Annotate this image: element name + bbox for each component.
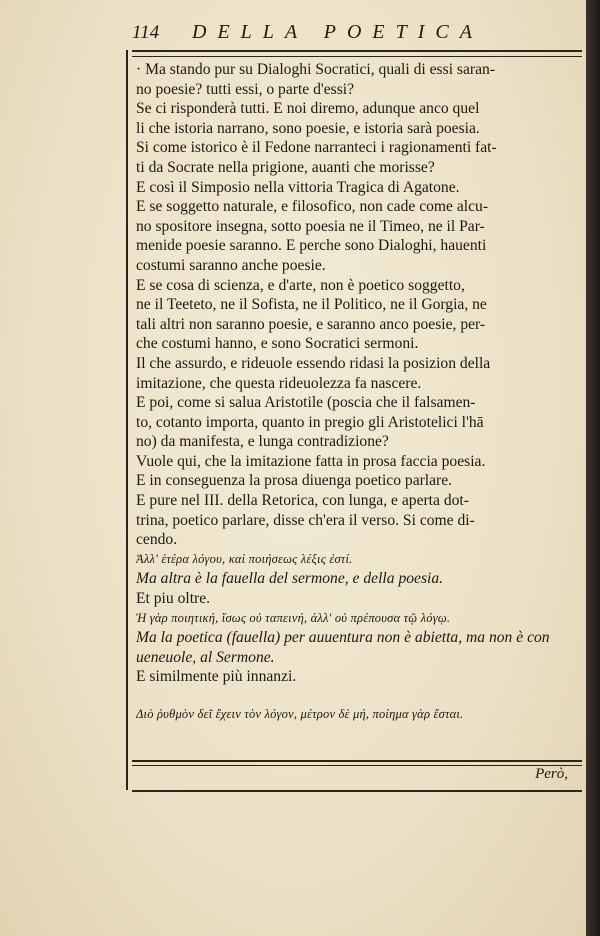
italic-translation: Ma altra è la fauella del sermone, e della poesia. <box>136 570 444 588</box>
text-line: · Ma stando pur su Dialoghi Socratici, quali di essi saran- <box>136 61 496 78</box>
text-line: to, cotanto importa, quanto in pregio gli Aristotelici l'hā <box>136 413 484 431</box>
catchword: Però, <box>535 766 568 782</box>
text-line: tali altri non saranno poesie, e saranno anco poesie, per- <box>136 315 486 333</box>
spacer <box>136 687 582 705</box>
text-line: li che istoria narrano, sono poesie, e istoria sarà poesia. <box>136 119 480 137</box>
header-rule <box>132 50 582 57</box>
running-head: DELLA POETICA <box>192 21 483 43</box>
book-edge <box>586 0 600 936</box>
text-line: E se soggetto naturale, e filosofico, non cade come alcu- <box>136 198 489 216</box>
text-line: E similmente più innanzi. <box>136 668 297 686</box>
text-line: trina, poetico parlare, disse ch'era il verso. Si come di- <box>136 511 475 529</box>
text-line: costumi saranno anche poesie. <box>136 256 326 274</box>
text-line: Si come istorico è il Fedone narranteci i ragionamenti fat- <box>136 139 497 157</box>
text-line: cendo. <box>136 531 178 549</box>
italic-translation: Ma la poetica (fauella) per auuentura non è abietta, ma non è con <box>136 629 550 647</box>
text-line: ne il Teeteto, ne il Sofista, ne il Politico, ne il Gorgia, ne <box>136 296 487 314</box>
text-line: E in conseguenza la prosa diuenga poetico parlare. <box>136 472 453 490</box>
italic-translation: ueneuole, al Sermone. <box>136 648 275 666</box>
greek-quotation: Ἀλλ' ἑτέρα λόγου, καὶ ποιήσεως λέξις ἐστί. <box>136 551 353 566</box>
body-text <box>136 60 582 725</box>
text-line: imitazione, che questa rideuolezza fa nascere. <box>136 374 422 392</box>
text-line: Il che assurdo, e rideuole essendo ridasi la posizion della <box>136 354 491 372</box>
text-line: no poesie? tutti essi, o parte d'essi? <box>136 80 355 98</box>
text-line: Se ci risponderà tutti. E noi diremo, adunque anco quel <box>136 100 480 118</box>
text-line: Vuole qui, che la imitazione fatta in prosa faccia poesia. <box>136 452 486 470</box>
text-line: che costumi hanno, e sono Socratici sermoni. <box>136 335 419 353</box>
greek-quotation: Ἡ γὰρ ποιητική, ἴσως οὐ ταπεινή, ἀλλ' οὐ πρέπουσα τῷ λόγῳ. <box>136 610 451 625</box>
text-line: ti da Socrate nella prigione, auanti che morisse? <box>136 158 435 176</box>
footer-rule <box>132 760 582 766</box>
text-line: menide poesie saranno. E perche sono Dialoghi, hauenti <box>136 237 487 255</box>
page-number: 114 <box>132 22 160 43</box>
bottom-rule <box>132 790 582 792</box>
text-line: E pure nel III. della Retorica, con lunga, e aperta dot- <box>136 492 469 510</box>
text-frame <box>122 14 582 782</box>
margin-rule <box>126 50 128 790</box>
text-line: E così il Simposio nella vittoria Tragica di Agatone. <box>136 178 460 196</box>
greek-quotation: Διὸ ῥυθμὸν δεῖ ἔχειν τὸν λόγον, μέτρον δὲ μή, ποίημα γὰρ ἔσται. <box>136 707 464 721</box>
page-header <box>132 20 582 50</box>
text-line: E se cosa di scienza, e d'arte, non è poetico soggetto, <box>136 276 465 294</box>
text-line: no) da manifesta, e lunga contradizione? <box>136 433 389 451</box>
text-line: Et piu oltre. <box>136 590 211 608</box>
text-line: no spositore insegna, sotto poesia ne il Timeo, ne il Par- <box>136 217 485 235</box>
text-line: E poi, come si salua Aristotile (poscia che il falsamen- <box>136 394 476 412</box>
